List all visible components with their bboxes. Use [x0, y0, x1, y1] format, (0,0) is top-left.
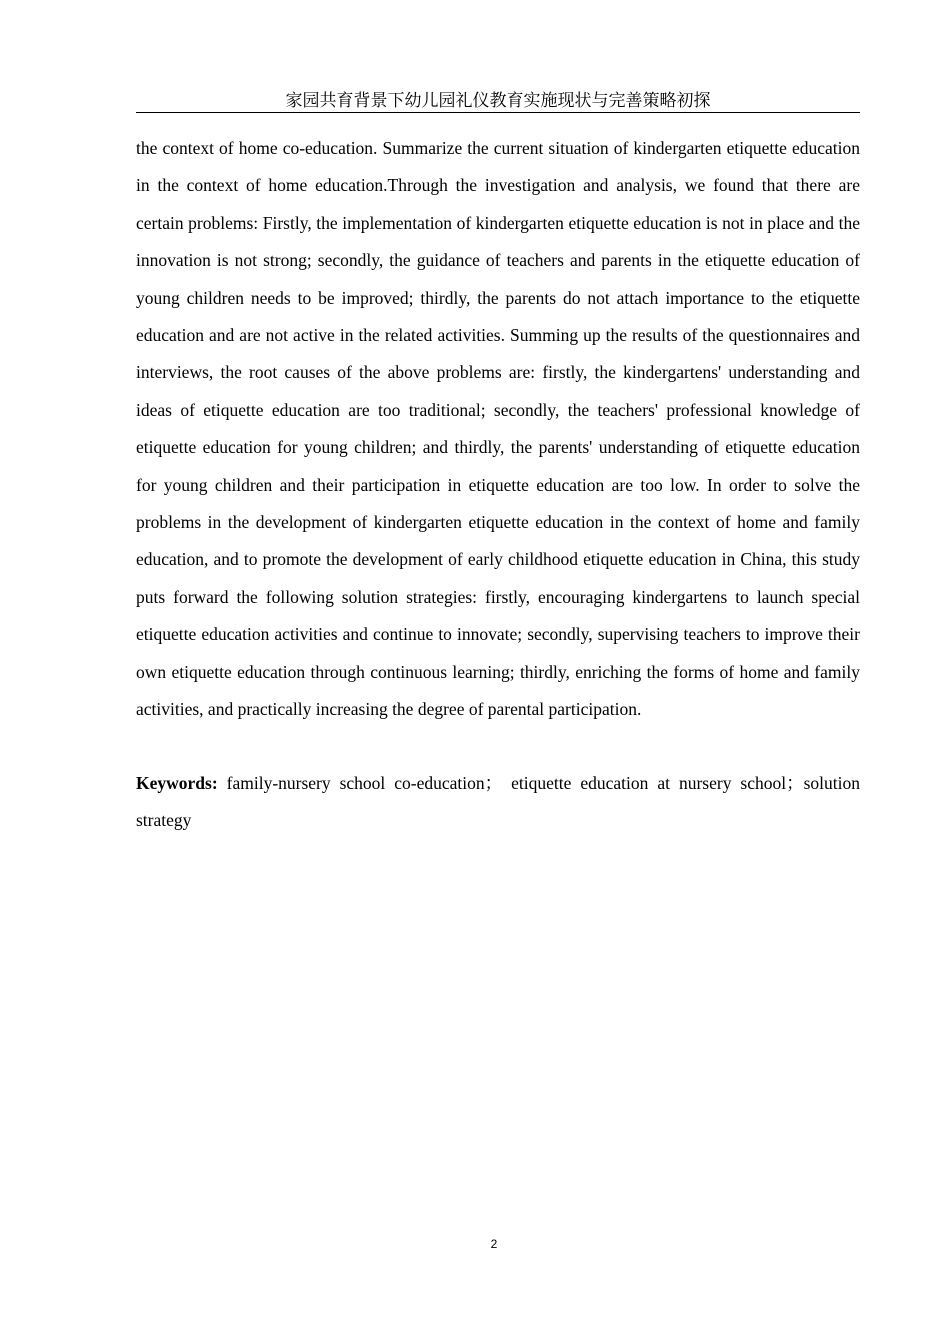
abstract-paragraph: the context of home co-education. Summarize the current situation of kindergarten etiquette education in the context of home education.Through the investigation and analysis, we found that there are certain problems: Firstly, the implementation of kindergarten etiquette education is not in place and the innovation is not strong; secondly, the guidance of teachers and parents in the etiquette education of young children needs to be improved; thirdly, the parents do not attach importance to the etiquette education and are not active in the related activities. Summing up the results of the questionnaires and interviews, the root causes of the above problems are: firstly, the kindergartens' understanding and ideas of etiquette education are too traditional; secondly, the teachers' professional knowledge of etiquette education for young children; and thirdly, the parents' understanding of etiquette education for young children and their participation in etiquette education are too low. In order to solve the problems in the development of kindergarten etiquette education in the context of home and family education, and to promote the development of early childhood etiquette education in China, this study puts forward the following solution strategies: firstly, encouraging kindergartens to launch special etiquette education activities and continue to innovate; secondly, supervising teachers to improve their own etiquette education through continuous learning; thirdly, enriching the forms of home and family activities, and practically increasing the degree of parental participation. [136, 138, 860, 720]
keywords-line [136, 765, 860, 840]
keywords-label: Keywords: [136, 773, 218, 793]
running-header: 家园共育背景下幼儿园礼仪教育实施现状与完善策略初探 [136, 90, 860, 113]
keywords-text: family-nursery school co-education； etiquette education at nursery school；solution strategy [136, 773, 861, 831]
page-number: 2 [490, 1237, 498, 1251]
